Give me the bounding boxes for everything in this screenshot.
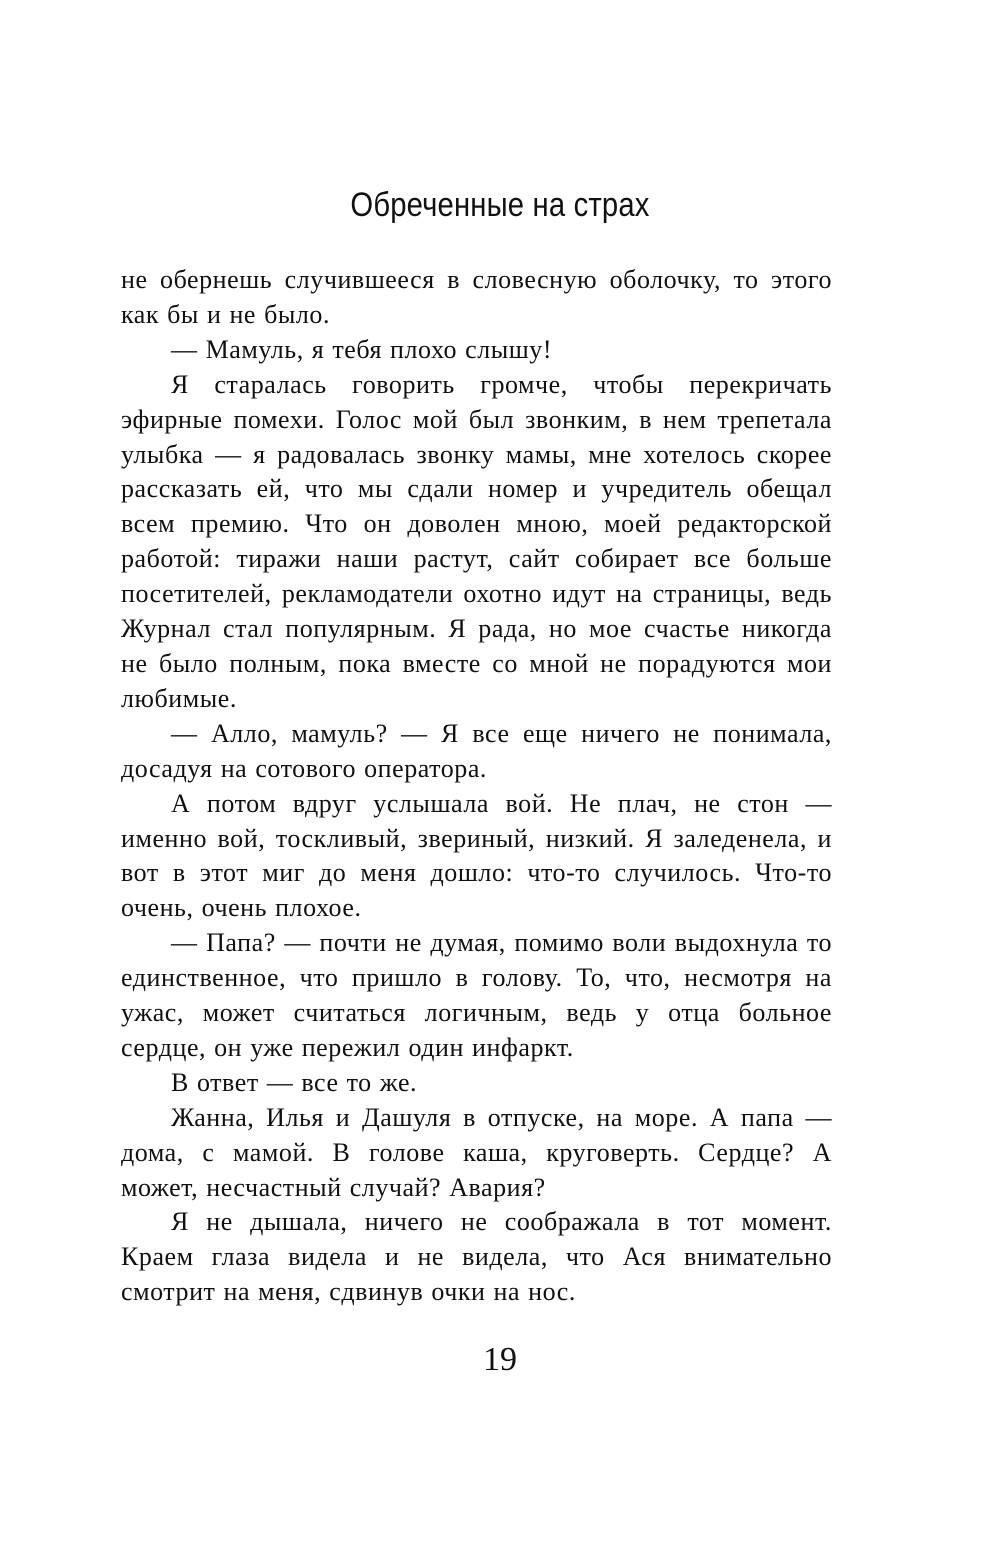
body-text	[121, 263, 832, 1310]
paragraph: Я не дышала, ничего не соображала в тот момент. Краем глаза видела и не видела, что Ася внимательно смотрит на меня, сдвинув очки на нос.	[121, 1207, 832, 1307]
paragraph: Жанна, Илья и Дашуля в отпуске, на море. А папа — дома, с мамой. В голове каша, круговерть. Сердце? А может, несчастный случай? Авария?	[121, 1102, 832, 1202]
paragraph: — Алло, мамуль? — Я все еще ничего не понимала, досадуя на сотового оператора.	[121, 718, 832, 783]
paragraph: В ответ — все то же.	[171, 1067, 418, 1097]
paragraph: А потом вдруг услышала вой. Не плач, не стон — именно вой, тоскливый, звериный, низкий. Я заледенела, и вот в этот миг до меня дошло: что-то случилось. Что-то очень, очень плохое.	[121, 788, 832, 923]
running-head-title: Обреченные на страх	[350, 186, 650, 224]
paragraph: Я старалась говорить громче, чтобы перекричать эфирные помехи. Голос мой был звонким, в нем трепетала улыбка — я радовалась звонку мамы, мне хотелось скорее рассказать ей, что мы сдали номер и учредитель обещал всем премию. Что он доволен мною, моей редакторской работой: тиражи наши растут, сайт собирает все больше посетителей, рекламодатели охотно идут на страницы, ведь Журнал стал популярным. Я рада, но мое счастье никогда не было полным, пока вместе со мной не порадуются мои любимые.	[121, 369, 832, 713]
page-number: 19	[483, 1341, 517, 1378]
paragraph: не обернешь случившееся в словесную оболочку, то этого как бы и не было.	[121, 265, 832, 329]
paragraph: — Папа? — почти не думая, помимо воли выдохнула то единственное, что пришло в голову. То, что, несмотря на ужас, может считаться логичным, ведь у отца больное сердце, он уже пережил один инфаркт.	[121, 928, 832, 1062]
paragraph: — Мамуль, я тебя плохо слышу!	[171, 334, 553, 364]
